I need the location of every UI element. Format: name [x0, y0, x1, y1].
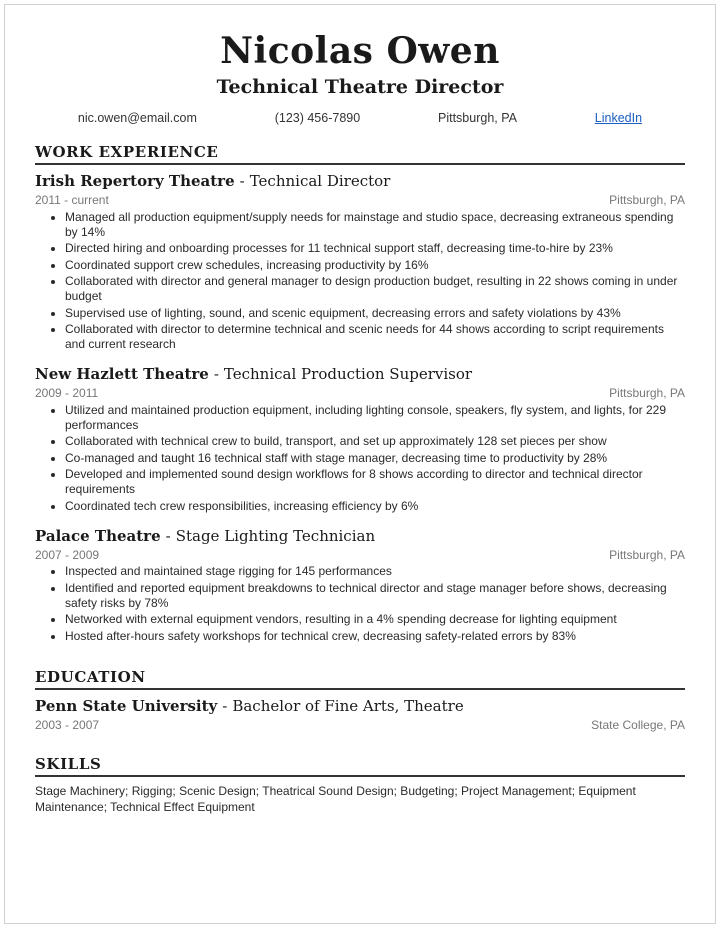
- linkedin-link[interactable]: LinkedIn: [594, 111, 643, 125]
- job-separator: -: [213, 365, 219, 383]
- job-bullets: [35, 564, 685, 644]
- job-separator: -: [239, 172, 245, 190]
- job-meta: [35, 193, 685, 208]
- job-entry: [35, 527, 685, 644]
- contact-location: Pittsburgh, PA: [438, 111, 517, 125]
- job-header: [35, 527, 685, 546]
- education-degree: Bachelor of Fine Arts, Theatre: [232, 696, 464, 715]
- job-separator: -: [165, 526, 171, 545]
- skills-list: Stage Machinery; Rigging; Scenic Design; Theatrical Sound Design; Budgeting; Project Management; Equipment Maintenance; Technical Effect Equipment: [35, 783, 636, 814]
- education-separator: -: [222, 696, 228, 715]
- job-bullet: • Collaborated with director and general manager to design production budget, resulting in 22 shows coming in under budget: [65, 274, 685, 304]
- job-bullet: • Networked with external equipment vendors, resulting in a 4% spending decrease for lighting equipment: [65, 612, 685, 627]
- job-bullet: • Inspected and maintained stage rigging for 145 performances: [65, 564, 685, 579]
- education-location: State College, PA: [591, 717, 685, 732]
- job-meta: [35, 386, 685, 401]
- contact-row: [35, 111, 685, 125]
- education-school: Penn State University: [35, 696, 218, 715]
- job-location: Pittsburgh, PA: [609, 193, 685, 207]
- job-role: Technical Production Supervisor: [223, 365, 473, 383]
- job-role: Technical Director: [249, 172, 391, 190]
- education-dates: 2003 - 2007: [35, 717, 100, 732]
- job-bullet: • Hosted after-hours safety workshops for technical crew, decreasing safety-related errors by 83%: [65, 629, 685, 644]
- job-organization: Palace Theatre: [35, 526, 161, 545]
- job-bullet: • Collaborated with director to determine technical and scenic needs for 44 shows according to script requirements and current research: [65, 322, 685, 352]
- job-organization: Irish Repertory Theatre: [35, 172, 235, 190]
- candidate-headline: Technical Theatre Director: [216, 76, 504, 98]
- job-bullet: • Developed and implemented sound design workflows for 8 shows according to director and technical director requirements: [65, 467, 685, 497]
- work-experience-heading: WORK EXPERIENCE: [35, 143, 685, 165]
- job-organization: New Hazlett Theatre: [35, 365, 209, 383]
- job-bullet: • Collaborated with technical crew to build, transport, and set up approximately 128 set pieces per show: [65, 434, 685, 449]
- job-meta: [35, 548, 685, 563]
- job-header: [35, 365, 685, 384]
- resume-page: [4, 4, 716, 924]
- job-dates: 2007 - 2009: [35, 547, 100, 562]
- education-meta: [35, 718, 685, 733]
- education-header: [35, 697, 685, 716]
- education-heading: EDUCATION: [35, 668, 685, 690]
- job-bullet: • Directed hiring and onboarding processes for 11 technical support staff, decreasing time-to-hire by 23%: [65, 241, 685, 256]
- job-location: Pittsburgh, PA: [609, 547, 685, 562]
- job-bullet: • Coordinated tech crew responsibilities, increasing efficiency by 6%: [65, 499, 685, 514]
- job-entry: [35, 172, 685, 352]
- contact-phone: (123) 456-7890: [274, 111, 361, 125]
- skills-heading: SKILLS: [35, 755, 685, 777]
- job-bullet: • Supervised use of lighting, sound, and scenic equipment, decreasing errors and safety violations by 43%: [65, 306, 685, 321]
- job-role: Stage Lighting Technician: [175, 526, 376, 545]
- job-dates: 2011 - current: [35, 193, 109, 207]
- job-header: [35, 172, 685, 191]
- candidate-name: Nicolas Owen: [220, 30, 500, 72]
- job-bullet: • Co-managed and taught 16 technical staff with stage manager, decreasing time to productivity by 28%: [65, 451, 685, 466]
- job-bullet: • Managed all production equipment/supply needs for mainstage and studio space, decreasing extraneous spending by 14%: [65, 210, 685, 240]
- job-bullet: • Coordinated support crew schedules, increasing productivity by 16%: [65, 258, 685, 273]
- job-bullets: [35, 210, 685, 353]
- job-entry: [35, 365, 685, 514]
- job-bullet: • Identified and reported equipment breakdowns to technical director and stage manager before shows, decreasing safety risks by 78%: [65, 581, 685, 611]
- contact-email: nic.owen@email.com: [77, 111, 197, 125]
- job-bullets: [35, 403, 685, 514]
- education-entry: [35, 697, 685, 733]
- job-location: Pittsburgh, PA: [609, 386, 685, 400]
- job-dates: 2009 - 2011: [35, 386, 99, 400]
- work-experience-list: [35, 172, 685, 644]
- job-bullet: • Utilized and maintained production equipment, including lighting console, speakers, fly system, and lights, for 229 performances: [65, 403, 685, 433]
